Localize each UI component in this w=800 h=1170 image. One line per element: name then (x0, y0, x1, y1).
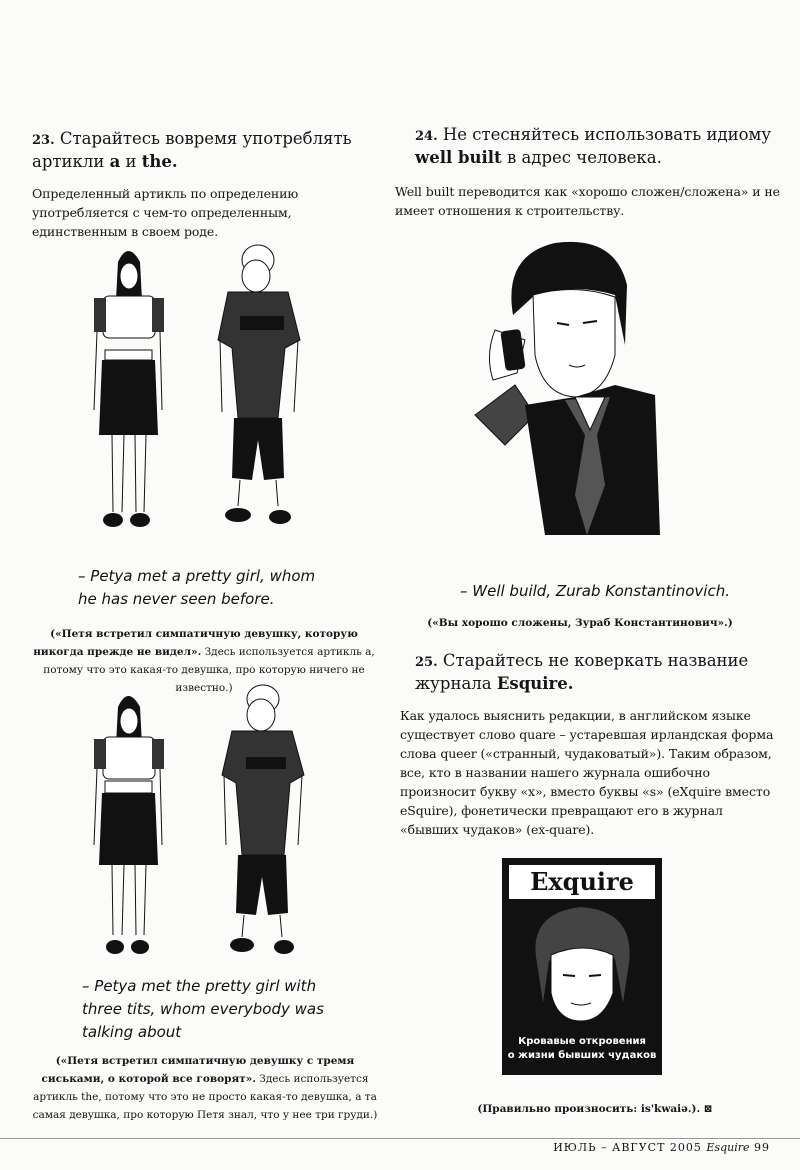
issue-date: ИЮЛЬ – АВГУСТ 2005 (553, 1141, 702, 1154)
section-23-body: Определенный артикль по определению употребляется с чем-то определенным, единственным в своем роде. (32, 186, 299, 239)
cover-tagline: Кровавые откровения о жизни бывших чудаков (507, 1036, 657, 1061)
caption-2: («Петя встретил симпатичную девушку с тремя сиськами, о которой все говорят». Здесь используется артикль the, потому что это не просто какая-то девушка, а та самая девушка, про которую Петя знал, что у нее три груди.) (32, 1055, 378, 1121)
caption-1: («Петя встретил симпатичную девушку, которую никогда прежде не видел». Здесь используется артикль a, потому что это какая-то девушка, про которую ничего не известно.) (33, 628, 375, 694)
illustration-couple-1 (80, 240, 320, 540)
boy-figure-1 (218, 245, 300, 524)
speech-line-3: – Well build, Zurab Konstantinovich. (460, 582, 730, 600)
illustration-couple-2 (80, 685, 320, 965)
speech-line-1: – Petya met a pretty girl, whom he has never seen before. (78, 567, 316, 608)
boy-figure-2 (222, 685, 304, 954)
magazine-name: Esquire. (496, 674, 574, 693)
speech-line-2: – Petya met the pretty girl with three tits, whom everybody was talking about (82, 977, 324, 1041)
footer-magazine: Esquire (706, 1141, 750, 1154)
section-24-heading: 24. Не стесняйтесь использовать идиому well built в адрес человека. (415, 125, 772, 167)
footer-rule (0, 1138, 800, 1139)
section-24-number: 24. (415, 129, 438, 144)
girl-figure-1 (94, 251, 164, 527)
section-25-heading: 25. Старайтесь не коверкать название журнала Esquire. (415, 651, 749, 693)
section-23-heading-text: Старайтесь вовремя употреблять артикли (32, 129, 352, 171)
cover-title: Exquire (509, 865, 655, 899)
section-23-heading: 23. Старайтесь вовремя употреблять артикли a и the. (32, 129, 352, 171)
section-25-body: Как удалось выяснить редакции, в английском языке существует слово quare – устаревшая ирландская форма слова queer («странный, чудаковатый»). Таким образом, все, кто в названии нашего журнала ошибочно произносит букву «x», вместо буквы «s» (eXquire вместо eSquire), фонетически превращают его в журнал «бывших чудаков» (ex-quare). (400, 708, 774, 837)
end-mark-icon: ⊠ (703, 1103, 713, 1115)
illustration-man-on-phone (465, 235, 665, 545)
idiom-well-built: well built (415, 148, 502, 167)
caption-3: («Вы хорошо сложены, Зураб Константинович».) (427, 617, 733, 629)
girl-figure-2 (94, 696, 164, 954)
article-the: the. (141, 152, 178, 171)
cover-portrait (523, 903, 641, 1023)
pronunciation-note: (Правильно произносить: is'kwaiə.). ⊠ (477, 1103, 713, 1115)
page-number: 99 (754, 1141, 770, 1154)
section-23-number: 23. (32, 133, 55, 148)
section-24-body: Well built переводится как «хорошо сложен/сложена» и не имеет отношения к строительству. (395, 184, 780, 218)
exquire-magazine-cover (502, 858, 662, 1075)
section-25-number: 25. (415, 655, 438, 670)
article-a: a (109, 152, 121, 171)
page-folio (553, 1141, 770, 1154)
